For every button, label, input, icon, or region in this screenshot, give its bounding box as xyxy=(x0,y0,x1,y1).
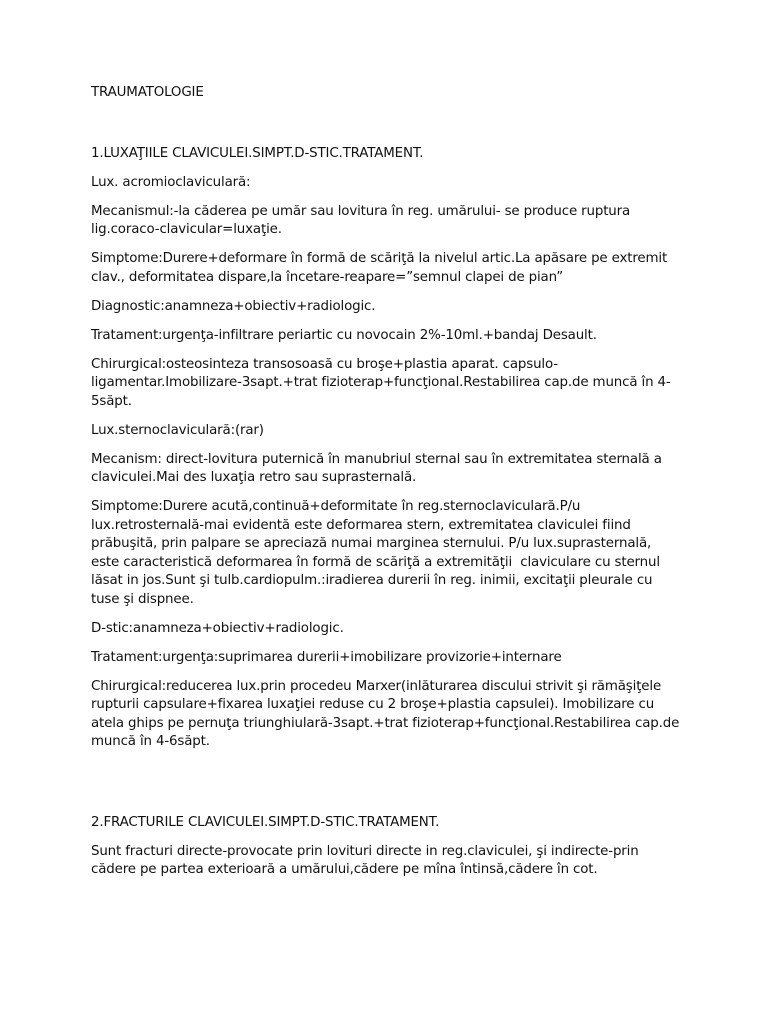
paragraph: Chirurgical:reducerea lux.prin procedeu Marxer(inlăturarea discului strivit şi rămăşiţele rupturii capsulare+fixarea luxaţiei reduse cu 2 broşe+plastia capsulei). Imobilizare cu atela ghips pe pernuţa triunghiulară-3sapt.+trat fizioterap+funcţional.Restabilirea cap.de muncă în 4-6săpt. xyxy=(91,678,684,749)
paragraph: D-stic:anamneza+obiectiv+radiologic. xyxy=(91,620,344,636)
paragraph: Simptome:Durere acută,continuă+deformitate în reg.sternoclaviculară.P/u lux.retrosternală-mai evidentă este deformarea stern, extremitatea claviculei fiind prăbuşită, prin palpare se apreciază numai marginea sternului. P/u lux.suprasternală, este caracteristică deformarea în formă de scăriţă a extremităţii claviculare cu sternul lăsat in jos.Sunt şi tulb.cardiopulm.:iradierea durerii în reg. inimii, excitaţii pleurale cu tuse şi dispnee. xyxy=(91,499,665,607)
section-1-heading: 1.LUXAŢIILE CLAVICULEI.SIMPT.D-STIC.TRATAMENT. xyxy=(91,145,424,161)
section-2-heading: 2.FRACTURILE CLAVICULEI.SIMPT.D-STIC.TRATAMENT. xyxy=(91,814,440,830)
paragraph: Mecanismul:-la căderea pe umăr sau lovitura în reg. umărului- se produce ruptura lig.coraco-clavicular=luxaţie. xyxy=(91,203,635,237)
paragraph: Tratament:urgenţa:suprimarea durerii+imobilizare provizorie+internare xyxy=(91,649,562,665)
paragraph: Sunt fracturi directe-provocate prin lovituri directe in reg.claviculei, şi indirecte-prin cădere pe partea exterioară a umărului,cădere pe mîna întinsă,cădere în cot. xyxy=(91,843,643,877)
paragraph: Lux.sternoclaviculară:(rar) xyxy=(91,422,264,438)
paragraph: Chirurgical:osteosinteza transosoasă cu broşe+plastia aparat. capsulo-ligamentar.Imobilizare-3sapt.+trat fizioterap+funcţional.Restabilirea cap.de muncă în 4-5săpt. xyxy=(91,356,671,409)
paragraph: Diagnostic:anamneza+obiectiv+radiologic. xyxy=(91,298,376,314)
document-title: TRAUMATOLOGIE xyxy=(91,85,204,100)
document-page xyxy=(91,84,684,890)
paragraph: Simptome:Durere+deformare în formă de scăriţă la nivelul artic.La apăsare pe extremit clav., deformitatea dispare,la încetare-reapare=”semnul clapei de pian” xyxy=(91,251,672,285)
paragraph: Lux. acromioclaviculară: xyxy=(91,174,251,190)
paragraph: Tratament:urgenţa-infiltrare periartic cu novocain 2%-10ml.+bandaj Desault. xyxy=(91,327,597,343)
paragraph: Mecanism: direct-lovitura puternică în manubriul sternal sau în extremitatea sternală a claviculei.Mai des luxaţia retro sau suprasternală. xyxy=(91,451,666,485)
